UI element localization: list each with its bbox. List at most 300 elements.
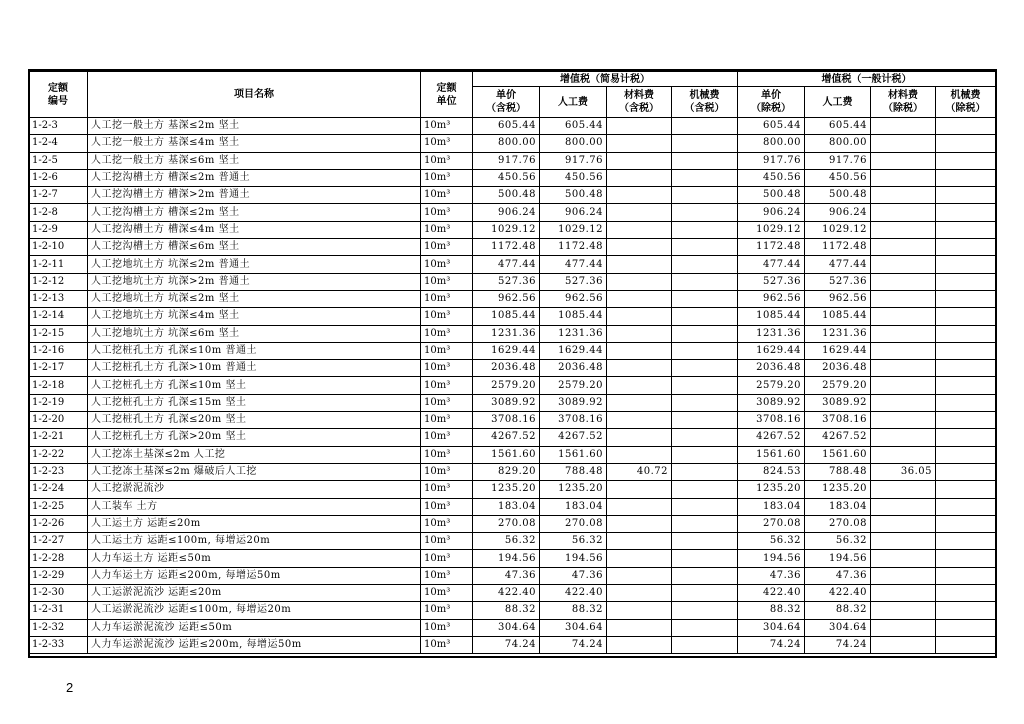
cell-unit: 10m³ [421,446,473,463]
cell-code: 1-2-31 [29,602,88,619]
cell-simple-material [607,498,672,515]
cell-code: 1-2-14 [29,308,88,325]
cell-name: 人工挖桩孔土方 孔深≤20m 坚土 [88,412,421,429]
cell-name: 人工挖冻土基深≤2m 爆破后人工挖 [88,463,421,480]
cell-simple-material [607,636,672,653]
cell-simple-machine [672,550,738,567]
cell-general-material [871,360,936,377]
cell-general-material [871,429,936,446]
cell-simple-machine [672,256,738,273]
cell-simple-price: 1629.44 [473,342,540,359]
table-row [29,412,996,429]
cell-general-labor: 183.04 [805,498,871,515]
cell-simple-material [607,204,672,221]
cell-name: 人力车运淤泥流沙 运距≤200m, 每增运50m [88,636,421,653]
cell-general-labor: 1029.12 [805,221,871,238]
cell-general-material [871,204,936,221]
cell-general-labor: 605.44 [805,118,871,135]
cell-general-price: 1235.20 [738,481,805,498]
cell-code: 1-2-13 [29,290,88,307]
cell-code: 1-2-18 [29,377,88,394]
cell-code: 1-2-24 [29,481,88,498]
cell-general-price: 605.44 [738,118,805,135]
cell-simple-labor: 3708.16 [540,412,607,429]
cell-general-price: 1561.60 [738,446,805,463]
header-simple-labor: 人工费 [540,87,607,118]
cell-general-material [871,256,936,273]
table-row [29,204,996,221]
cell-general-labor: 88.32 [805,602,871,619]
table-row [29,221,996,238]
table-row [29,360,996,377]
cell-simple-labor: 906.24 [540,204,607,221]
cell-general-machine [936,187,996,204]
cell-simple-machine [672,602,738,619]
cell-simple-material [607,446,672,463]
cell-general-machine [936,550,996,567]
table-row [29,585,996,602]
table-row [29,342,996,359]
table-row [29,619,996,636]
cell-general-machine [936,394,996,411]
cell-simple-machine [672,152,738,169]
cell-simple-machine [672,273,738,290]
cell-simple-material [607,342,672,359]
cell-general-price: 477.44 [738,256,805,273]
cell-code: 1-2-17 [29,360,88,377]
cell-general-machine [936,636,996,653]
cell-simple-price: 1029.12 [473,221,540,238]
cell-simple-material [607,533,672,550]
table-row [29,325,996,342]
cell-unit: 10m³ [421,636,473,653]
cell-simple-price: 183.04 [473,498,540,515]
cell-name: 人工挖桩孔土方 孔深>10m 普通土 [88,360,421,377]
cell-general-machine [936,256,996,273]
cell-general-material [871,533,936,550]
cell-simple-price: 47.36 [473,567,540,584]
cell-general-machine [936,204,996,221]
cell-unit: 10m³ [421,273,473,290]
cell-general-labor: 800.00 [805,135,871,152]
cell-simple-labor: 962.56 [540,290,607,307]
cell-simple-price: 2036.48 [473,360,540,377]
cell-simple-machine [672,429,738,446]
header-row-group [29,71,996,87]
cell-simple-material: 40.72 [607,463,672,480]
cell-code: 1-2-19 [29,394,88,411]
cell-name: 人工运土方 运距≤100m, 每增运20m [88,533,421,550]
cell-general-machine [936,360,996,377]
cell-general-material [871,412,936,429]
cell-unit: 10m³ [421,325,473,342]
cell-name: 人工挖地坑土方 坑深≤4m 坚土 [88,308,421,325]
header-name: 项目名称 [88,71,421,118]
cell-general-machine [936,446,996,463]
table-row [29,273,996,290]
cell-simple-machine [672,394,738,411]
table-row [29,169,996,186]
cell-general-price: 450.56 [738,169,805,186]
cell-general-material [871,498,936,515]
cell-general-price: 1085.44 [738,308,805,325]
table-row [29,377,996,394]
cell-simple-labor: 2579.20 [540,377,607,394]
cell-simple-machine [672,308,738,325]
header-general-machine: 机械费 （除税） [936,87,996,118]
table-row [29,550,996,567]
cell-simple-labor: 74.24 [540,636,607,653]
cell-name: 人工挖沟槽土方 槽深≤6m 坚土 [88,239,421,256]
cell-simple-labor: 3089.92 [540,394,607,411]
cell-general-material [871,377,936,394]
cell-general-labor: 47.36 [805,567,871,584]
cell-unit: 10m³ [421,498,473,515]
header-general-material: 材料费 （除税） [871,87,936,118]
header-unit: 定额 单位 [421,71,473,118]
cell-general-material [871,446,936,463]
cell-simple-labor: 1561.60 [540,446,607,463]
cell-general-price: 917.76 [738,152,805,169]
cell-general-machine [936,515,996,532]
cell-name: 人工挖沟槽土方 槽深≤4m 坚土 [88,221,421,238]
cell-simple-labor: 4267.52 [540,429,607,446]
cell-general-machine [936,585,996,602]
cell-simple-machine [672,118,738,135]
cell-general-labor: 1172.48 [805,239,871,256]
cell-name: 人工挖桩孔土方 孔深≤10m 普通土 [88,342,421,359]
cell-general-material [871,308,936,325]
cell-simple-machine [672,342,738,359]
cell-general-price: 74.24 [738,636,805,653]
cell-simple-price: 906.24 [473,204,540,221]
cell-general-labor: 56.32 [805,533,871,550]
cell-name: 人工装车 土方 [88,498,421,515]
cell-simple-material [607,308,672,325]
cell-general-material [871,239,936,256]
cell-unit: 10m³ [421,463,473,480]
cell-simple-machine [672,187,738,204]
cell-simple-price: 194.56 [473,550,540,567]
cell-simple-machine [672,619,738,636]
table-row [29,135,996,152]
cell-general-machine [936,308,996,325]
cell-general-labor: 3089.92 [805,394,871,411]
cell-simple-price: 1231.36 [473,325,540,342]
cell-simple-labor: 88.32 [540,602,607,619]
table-row [29,429,996,446]
cell-unit: 10m³ [421,239,473,256]
cell-simple-machine [672,481,738,498]
cell-unit: 10m³ [421,602,473,619]
cell-general-machine [936,239,996,256]
cell-general-labor: 2036.48 [805,360,871,377]
cell-unit: 10m³ [421,169,473,186]
cell-general-labor: 500.48 [805,187,871,204]
cell-code: 1-2-33 [29,636,88,653]
table-row [29,239,996,256]
table-row [29,481,996,498]
cell-simple-labor: 450.56 [540,169,607,186]
cell-general-machine [936,463,996,480]
cell-general-machine [936,135,996,152]
cell-name: 人工挖地坑土方 坑深≤6m 坚土 [88,325,421,342]
cell-simple-price: 4267.52 [473,429,540,446]
cell-general-labor: 4267.52 [805,429,871,446]
cell-simple-material [607,567,672,584]
cell-general-labor: 1629.44 [805,342,871,359]
cell-general-price: 2579.20 [738,377,805,394]
cell-unit: 10m³ [421,221,473,238]
header-simple-machine: 机械费 （含税） [672,87,738,118]
cell-code: 1-2-6 [29,169,88,186]
cell-simple-machine [672,515,738,532]
cell-name: 人工挖桩孔土方 孔深≤15m 坚土 [88,394,421,411]
cell-unit: 10m³ [421,290,473,307]
cell-code: 1-2-8 [29,204,88,221]
header-group-simple-tax: 增值税（简易计税） [473,71,738,87]
cell-simple-material [607,221,672,238]
cell-code: 1-2-9 [29,221,88,238]
table-row [29,394,996,411]
cell-general-price: 270.08 [738,515,805,532]
cell-code: 1-2-32 [29,619,88,636]
cell-unit: 10m³ [421,118,473,135]
cell-general-material [871,602,936,619]
cell-unit: 10m³ [421,429,473,446]
cell-simple-price: 1561.60 [473,446,540,463]
cell-simple-material [607,602,672,619]
cell-general-machine [936,429,996,446]
cell-code: 1-2-20 [29,412,88,429]
cell-simple-price: 270.08 [473,515,540,532]
cell-unit: 10m³ [421,619,473,636]
cell-general-labor: 962.56 [805,290,871,307]
cell-simple-material [607,187,672,204]
cell-unit: 10m³ [421,377,473,394]
cell-general-price: 1629.44 [738,342,805,359]
cell-unit: 10m³ [421,394,473,411]
cell-name: 人工挖桩孔土方 孔深>20m 坚土 [88,429,421,446]
table-row [29,308,996,325]
cell-general-machine [936,377,996,394]
cell-simple-labor: 500.48 [540,187,607,204]
cell-simple-machine [672,135,738,152]
cell-simple-labor: 183.04 [540,498,607,515]
cell-general-price: 1231.36 [738,325,805,342]
cell-general-machine [936,533,996,550]
cell-name: 人工挖地坑土方 坑深>2m 普通土 [88,273,421,290]
table-row [29,463,996,480]
cell-code: 1-2-28 [29,550,88,567]
cell-general-labor: 1231.36 [805,325,871,342]
cell-name: 人工挖冻土基深≤2m 人工挖 [88,446,421,463]
table-body [29,118,996,654]
cell-code: 1-2-26 [29,515,88,532]
cell-general-material [871,135,936,152]
cell-general-material [871,273,936,290]
cell-simple-machine [672,533,738,550]
cell-general-material [871,515,936,532]
cell-general-material [871,585,936,602]
cell-name: 人工挖沟槽土方 槽深≤2m 坚土 [88,204,421,221]
cell-general-price: 4267.52 [738,429,805,446]
cell-general-labor: 422.40 [805,585,871,602]
cell-name: 人力车运土方 运距≤200m, 每增运50m [88,567,421,584]
cell-code: 1-2-23 [29,463,88,480]
cell-simple-material [607,360,672,377]
cell-name: 人工挖沟槽土方 槽深≤2m 普通土 [88,169,421,186]
cell-simple-material [607,290,672,307]
cell-name: 人工挖沟槽土方 槽深>2m 普通土 [88,187,421,204]
cell-code: 1-2-15 [29,325,88,342]
table-row [29,290,996,307]
cell-simple-labor: 917.76 [540,152,607,169]
cell-simple-price: 3708.16 [473,412,540,429]
cell-name: 人工挖地坑土方 坑深≤2m 坚土 [88,290,421,307]
cell-simple-material [607,377,672,394]
cell-general-price: 47.36 [738,567,805,584]
cell-general-labor: 1235.20 [805,481,871,498]
cell-general-machine [936,481,996,498]
cell-simple-labor: 270.08 [540,515,607,532]
cell-simple-machine [672,636,738,653]
cell-general-material [871,394,936,411]
cell-general-machine [936,619,996,636]
cell-code: 1-2-22 [29,446,88,463]
cell-code: 1-2-29 [29,567,88,584]
cell-simple-material [607,550,672,567]
cell-name: 人工运土方 运距≤20m [88,515,421,532]
cell-code: 1-2-30 [29,585,88,602]
cell-name: 人工挖一般土方 基深≤2m 坚土 [88,118,421,135]
table-row [29,446,996,463]
cell-unit: 10m³ [421,187,473,204]
cell-code: 1-2-3 [29,118,88,135]
table-row [29,602,996,619]
cell-general-price: 2036.48 [738,360,805,377]
cell-simple-machine [672,446,738,463]
cell-simple-labor: 527.36 [540,273,607,290]
cell-general-labor: 906.24 [805,204,871,221]
cell-name: 人工挖一般土方 基深≤4m 坚土 [88,135,421,152]
cell-unit: 10m³ [421,152,473,169]
cell-general-machine [936,342,996,359]
cell-simple-machine [672,585,738,602]
cell-simple-machine [672,221,738,238]
cell-name: 人工挖淤泥流沙 [88,481,421,498]
cell-general-material [871,550,936,567]
cell-simple-labor: 2036.48 [540,360,607,377]
table-row [29,567,996,584]
cell-general-material [871,118,936,135]
cell-simple-labor: 56.32 [540,533,607,550]
cell-name: 人工挖桩孔土方 孔深≤10m 坚土 [88,377,421,394]
cell-general-material [871,567,936,584]
cell-simple-labor: 1235.20 [540,481,607,498]
cell-general-price: 183.04 [738,498,805,515]
cell-simple-labor: 1172.48 [540,239,607,256]
header-group-general-tax: 增值税（一般计税） [738,71,996,87]
cell-unit: 10m³ [421,481,473,498]
cell-simple-labor: 194.56 [540,550,607,567]
header-general-labor: 人工费 [805,87,871,118]
header-simple-price: 单价 （含税） [473,87,540,118]
page-number: 2 [66,680,74,695]
cell-unit: 10m³ [421,515,473,532]
cell-unit: 10m³ [421,342,473,359]
cell-general-price: 422.40 [738,585,805,602]
cell-simple-material [607,152,672,169]
cell-simple-machine [672,567,738,584]
cell-general-labor: 527.36 [805,273,871,290]
cell-simple-price: 1085.44 [473,308,540,325]
cell-code: 1-2-4 [29,135,88,152]
cell-simple-price: 477.44 [473,256,540,273]
cell-general-machine [936,412,996,429]
cell-general-price: 194.56 [738,550,805,567]
cell-simple-material [607,118,672,135]
cell-general-material [871,169,936,186]
cell-general-material [871,290,936,307]
cell-general-material [871,481,936,498]
cell-general-material [871,325,936,342]
cell-general-machine [936,169,996,186]
cell-general-machine [936,221,996,238]
cell-simple-price: 56.32 [473,533,540,550]
cell-simple-labor: 477.44 [540,256,607,273]
cell-code: 1-2-27 [29,533,88,550]
cell-general-labor: 477.44 [805,256,871,273]
cell-unit: 10m³ [421,550,473,567]
cell-general-material [871,187,936,204]
cell-simple-price: 800.00 [473,135,540,152]
cell-code: 1-2-11 [29,256,88,273]
cell-simple-machine [672,498,738,515]
cell-code: 1-2-16 [29,342,88,359]
cell-name: 人工运淤泥流沙 运距≤20m [88,585,421,602]
table-row [29,118,996,135]
cell-general-price: 824.53 [738,463,805,480]
header-general-price: 单价 （除税） [738,87,805,118]
cell-general-material [871,221,936,238]
cell-general-material [871,152,936,169]
cell-name: 人工运淤泥流沙 运距≤100m, 每增运20m [88,602,421,619]
cell-general-material [871,636,936,653]
cell-simple-price: 917.76 [473,152,540,169]
cell-simple-material [607,412,672,429]
cell-simple-machine [672,412,738,429]
cell-general-price: 3089.92 [738,394,805,411]
cell-general-machine [936,325,996,342]
cell-simple-price: 962.56 [473,290,540,307]
cell-code: 1-2-10 [29,239,88,256]
cell-general-labor: 194.56 [805,550,871,567]
cell-simple-material [607,515,672,532]
cell-name: 人工挖一般土方 基深≤6m 坚土 [88,152,421,169]
cell-code: 1-2-21 [29,429,88,446]
cell-general-labor: 917.76 [805,152,871,169]
cell-unit: 10m³ [421,412,473,429]
cell-unit: 10m³ [421,567,473,584]
cell-general-price: 527.36 [738,273,805,290]
cell-simple-price: 605.44 [473,118,540,135]
cell-simple-material [607,394,672,411]
cell-general-price: 800.00 [738,135,805,152]
cell-simple-machine [672,360,738,377]
cell-simple-machine [672,169,738,186]
cell-general-machine [936,118,996,135]
